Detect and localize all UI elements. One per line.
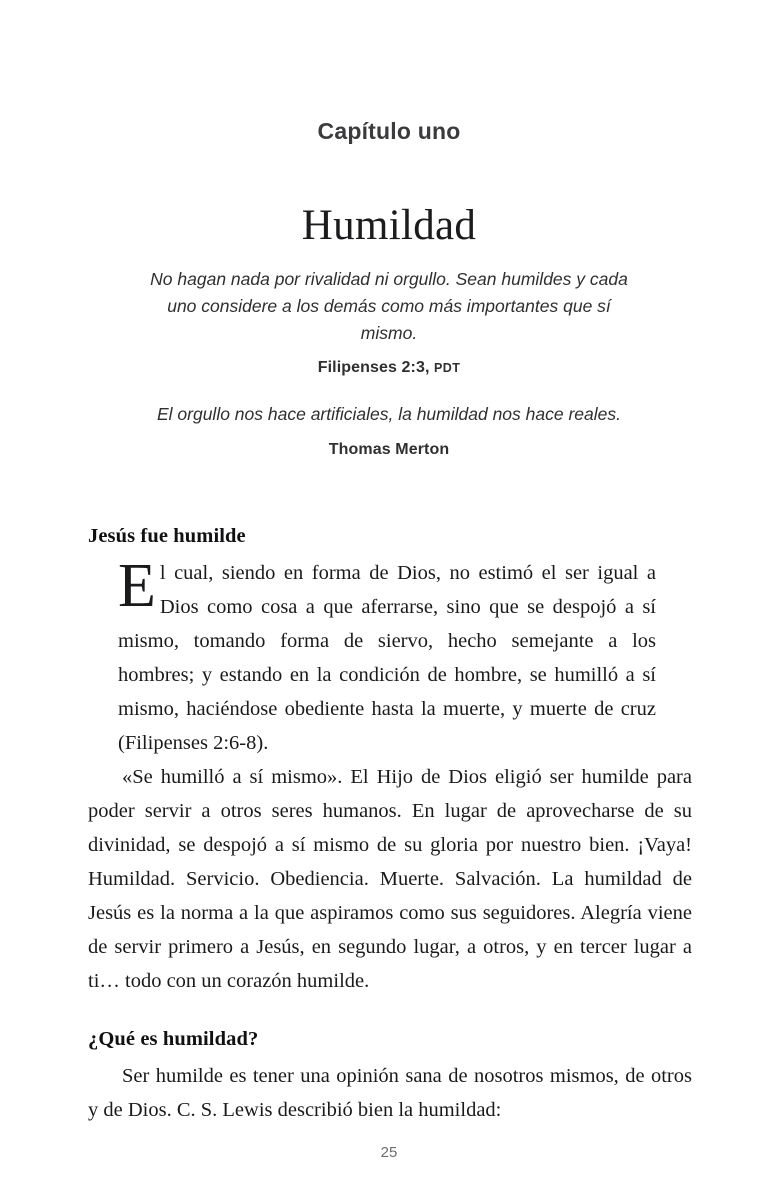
page-number: 25 bbox=[380, 1144, 398, 1161]
body-paragraph-1: «Se humilló a sí mismo». El Hijo de Dios eligió ser humilde para poder servir a otros seres humanos. En lugar de aprovecharse de su divinidad, se despojó a sí mismo de su gloria por nuestro bien. ¡Vaya! Humildad. Servicio. Obediencia. Muerte. Salvación. La humildad de Jesús es la norma a la que aspiramos como sus seguidores. Alegría viene de servir primero a Jesús, en segundo lugar, a otros, y en tercer lugar a ti… todo con un corazón humilde. bbox=[88, 766, 692, 992]
body-paragraph-2: Ser humilde es tener una opinión sana de nosotros mismos, de otros y de Dios. C. S. Lewis describió bien la humildad: bbox=[88, 1065, 692, 1121]
section-heading-que-es-humildad: ¿Qué es humildad? bbox=[88, 1028, 259, 1050]
bible-version-badge: PDT bbox=[434, 361, 461, 375]
scripture-quote-block: El cual, siendo en forma de Dios, no estimó el ser igual a Dios como cosa a que aferrarse, sino que se despojó a sí mismo, tomando forma de siervo, hecho semejante a los hombres; y estando en la condición de hombre, se humilló a sí mismo, haciéndose obediente hasta la muerte, y muerte de cruz (Filipenses 2:6-8). bbox=[118, 552, 656, 754]
section-heading-jesus-fue-humilde: Jesús fue humilde bbox=[88, 525, 246, 547]
epigraph-scripture-attribution bbox=[139, 359, 639, 377]
epigraph-merton-attribution: Thomas Merton bbox=[328, 441, 450, 458]
body-column bbox=[88, 525, 692, 1127]
page-title: Humildad bbox=[301, 201, 477, 249]
epigraph-merton-text: El orgullo nos hace artificiales, la humildad nos hace reales. bbox=[156, 404, 621, 424]
epigraph-merton bbox=[139, 401, 639, 459]
epigraph-scripture bbox=[139, 266, 639, 377]
epigraph-scripture-text: No hagan nada por rivalidad ni orgullo. Sean humildes y cada uno considere a los demás como más importantes que sí mismo. bbox=[150, 269, 628, 343]
scripture-reference: Filipenses 2:3, bbox=[317, 359, 430, 376]
chapter-label: Capítulo uno bbox=[317, 118, 461, 144]
